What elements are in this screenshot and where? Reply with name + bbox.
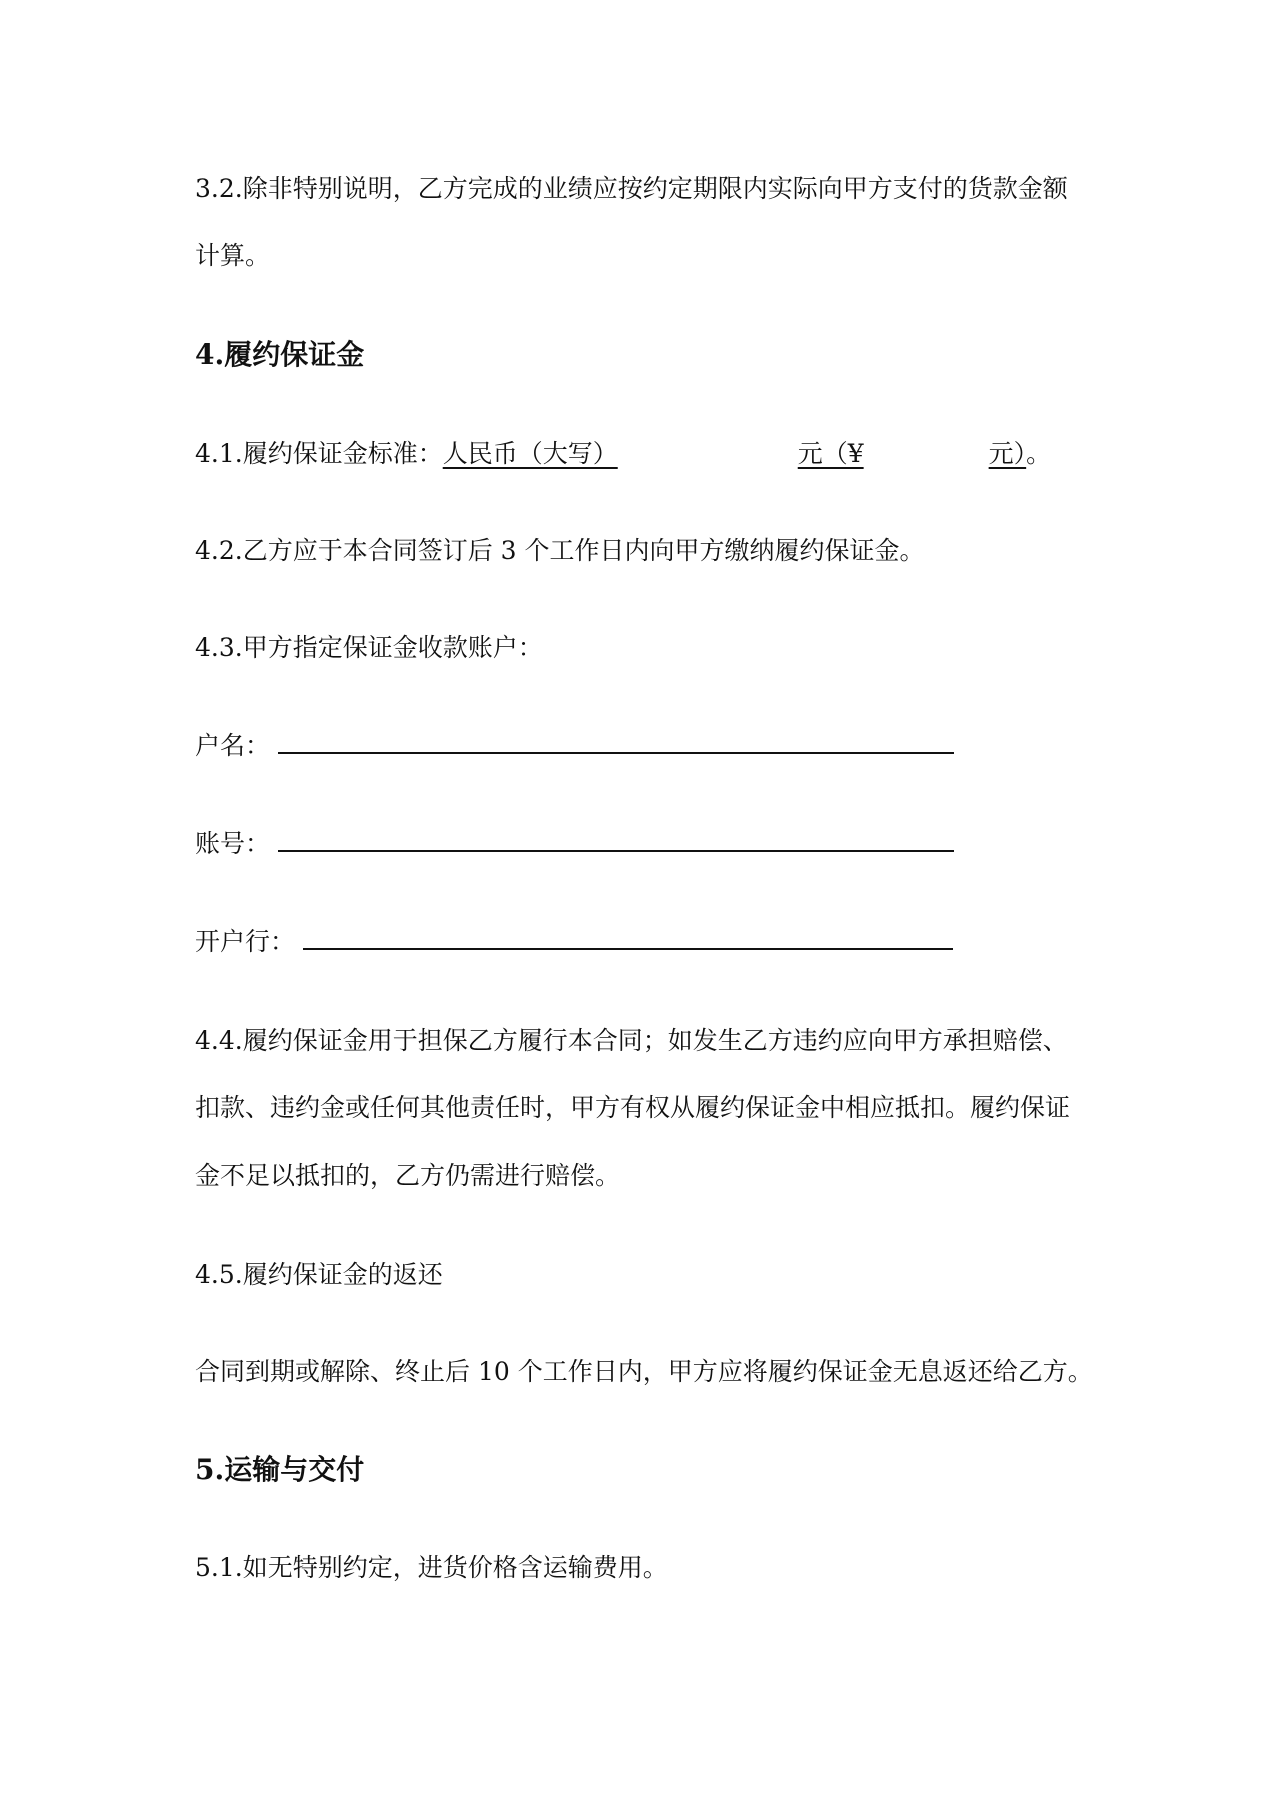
amount-number-label: 元（¥ [797,439,864,468]
bank-field[interactable] [303,926,953,950]
heading-4: 4.履约保证金 [195,338,365,371]
bank-row [195,926,953,958]
clause-4-5: 4.5.履约保证金的返还 [195,1260,443,1289]
clause-4-2: 4.2.乙方应于本合同签订后 3 个工作日内向甲方缴纳履约保证金。 [195,536,925,565]
clause-4-4-line3: 金不足以抵扣的，乙方仍需进行赔偿。 [195,1161,621,1190]
amount-words-label: 人民币（大写） [442,439,618,468]
clause-4-1 [195,438,1051,470]
period: 。 [1026,439,1052,468]
clause-4-5-body: 合同到期或解除、终止后 10 个工作日内，甲方应将履约保证金无息返还给乙方。 [195,1357,1093,1386]
clause-4-4-line1: 4.4.履约保证金用于担保乙方履行本合同；如发生乙方违约应向甲方承担赔偿、 [195,1026,1068,1055]
account-no-label: 账号： [195,829,271,858]
account-name-label: 户名： [195,731,271,760]
account-name-row [195,730,954,762]
bank-label: 开户行： [195,927,296,956]
clause-3-2-line1: 3.2.除非特别说明，乙方完成的业绩应按约定期限内实际向甲方支付的货款金额 [195,174,1068,203]
clause-4-3: 4.3.甲方指定保证金收款账户： [195,633,543,662]
amount-unit-label: 元） [988,439,1027,468]
amount-field[interactable] [443,439,1026,468]
clause-4-4-line2: 扣款、违约金或任何其他责任时，甲方有权从履约保证金中相应抵扣。履约保证 [195,1093,1071,1122]
clause-5-1: 5.1.如无特别约定，进货价格含运输费用。 [195,1553,668,1582]
clause-3-2-line2: 计算。 [195,241,271,270]
clause-4-1-label: 4.1.履约保证金标准： [195,439,443,468]
account-name-field[interactable] [278,730,954,754]
account-no-row [195,828,954,860]
account-no-field[interactable] [278,828,954,852]
heading-5: 5.运输与交付 [195,1453,365,1486]
